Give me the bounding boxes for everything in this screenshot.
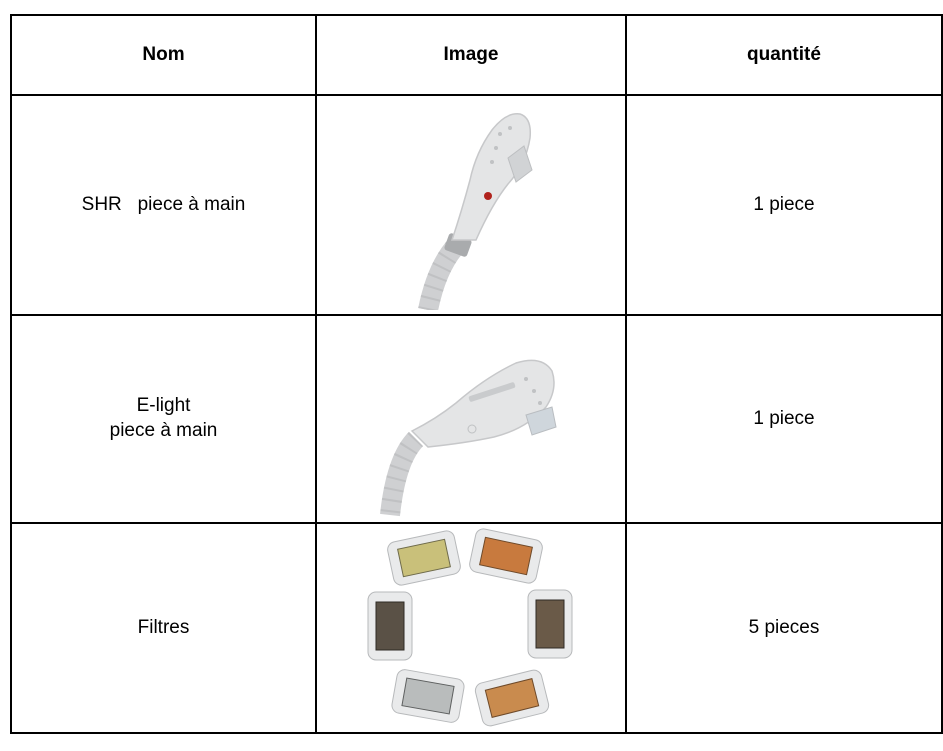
items-table xyxy=(10,14,943,734)
elight-handpiece-image xyxy=(376,319,566,519)
row-name-cell xyxy=(11,523,316,733)
row-name: E-light piece à main xyxy=(109,395,218,441)
row-image-cell xyxy=(316,315,626,523)
row-name: Filtres xyxy=(137,616,190,638)
row-image-cell xyxy=(316,523,626,733)
row-name-cell xyxy=(11,95,316,315)
row-quantity-cell xyxy=(626,315,942,523)
table-row xyxy=(11,315,942,523)
row-quantity: 1 piece xyxy=(753,194,815,215)
row-name: SHR piece à main xyxy=(81,193,246,215)
table-row xyxy=(11,95,942,315)
row-quantity-cell xyxy=(626,523,942,733)
table-row xyxy=(11,523,942,733)
row-quantity-cell xyxy=(626,95,942,315)
row-image-cell xyxy=(316,95,626,315)
header-image: Image xyxy=(316,15,626,95)
shr-handpiece-image xyxy=(396,100,546,310)
header-row xyxy=(11,15,942,95)
header-name: Nom xyxy=(11,15,316,95)
header-quantity: quantité xyxy=(626,15,942,95)
row-name-cell xyxy=(11,315,316,523)
row-quantity: 5 pieces xyxy=(748,617,820,638)
filters-image xyxy=(366,528,576,728)
row-quantity: 1 piece xyxy=(753,408,815,429)
